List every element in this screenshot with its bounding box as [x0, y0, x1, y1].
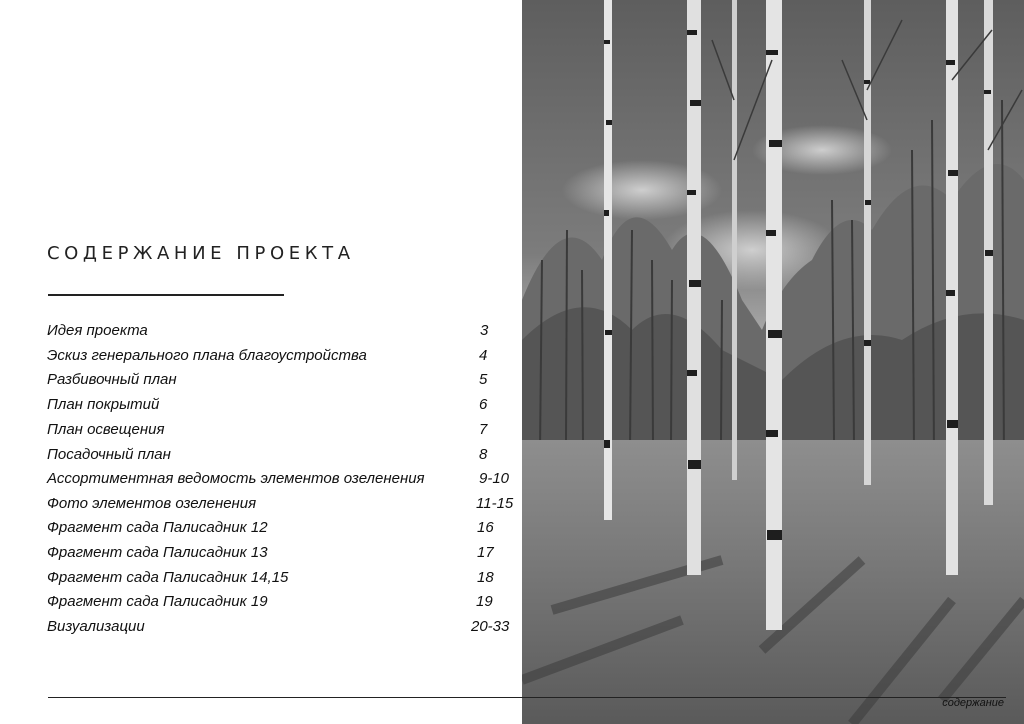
- toc-label: Идея проекта: [47, 322, 148, 339]
- toc-label: Визуализации: [47, 618, 145, 635]
- toc-label: Фото элементов озеленения: [47, 495, 257, 512]
- toc-row: [0, 371, 522, 395]
- toc-label: Фрагмент сада Палисадник 12: [47, 519, 268, 536]
- toc-row: [0, 569, 522, 593]
- toc-page-number: 11-15: [476, 495, 514, 512]
- title-divider: [48, 294, 284, 296]
- toc-label: Фрагмент сада Палисадник 19: [47, 593, 268, 610]
- toc-row: [0, 470, 522, 494]
- toc-label: Ассортиментная ведомость элементов озеленения: [47, 470, 425, 487]
- toc-page-number: 8: [479, 446, 488, 463]
- footer-divider: [48, 697, 1006, 698]
- toc-row: [0, 446, 522, 470]
- toc-page-number: 6: [479, 396, 488, 413]
- toc-page-number: 16: [477, 519, 494, 536]
- toc-page-number: 3: [480, 322, 489, 339]
- toc-page-number: 18: [477, 569, 494, 586]
- toc-label: Фрагмент сада Палисадник 14,15: [47, 569, 289, 586]
- toc-row: [0, 544, 522, 568]
- page-title: СОДЕРЖАНИЕ ПРОЕКТА: [47, 243, 355, 264]
- toc-row: [0, 421, 522, 445]
- toc-row: [0, 347, 522, 371]
- toc-page-number: 4: [479, 347, 488, 364]
- footer-caption: содержание: [942, 697, 1004, 709]
- toc-page-number: 7: [479, 421, 488, 438]
- toc-label: План покрытий: [47, 396, 160, 413]
- toc-label: План освещения: [47, 421, 165, 438]
- toc-page-number: 17: [477, 544, 494, 561]
- toc-page-number: 5: [479, 371, 488, 388]
- toc-row: [0, 519, 522, 543]
- toc-row: [0, 322, 522, 346]
- toc-label: Посадочный план: [47, 446, 171, 463]
- toc-row: [0, 618, 522, 642]
- toc-label: Разбивочный план: [47, 371, 177, 388]
- toc-page-number: 19: [476, 593, 493, 610]
- toc-label: Эскиз генерального плана благоустройства: [47, 347, 367, 364]
- birch-forest-photo: [522, 0, 1024, 724]
- toc-row: [0, 495, 522, 519]
- toc-label: Фрагмент сада Палисадник 13: [47, 544, 268, 561]
- toc-row: [0, 396, 522, 420]
- toc-row: [0, 593, 522, 617]
- toc-page-number: 9-10: [479, 470, 510, 487]
- toc-page-number: 20-33: [471, 618, 510, 635]
